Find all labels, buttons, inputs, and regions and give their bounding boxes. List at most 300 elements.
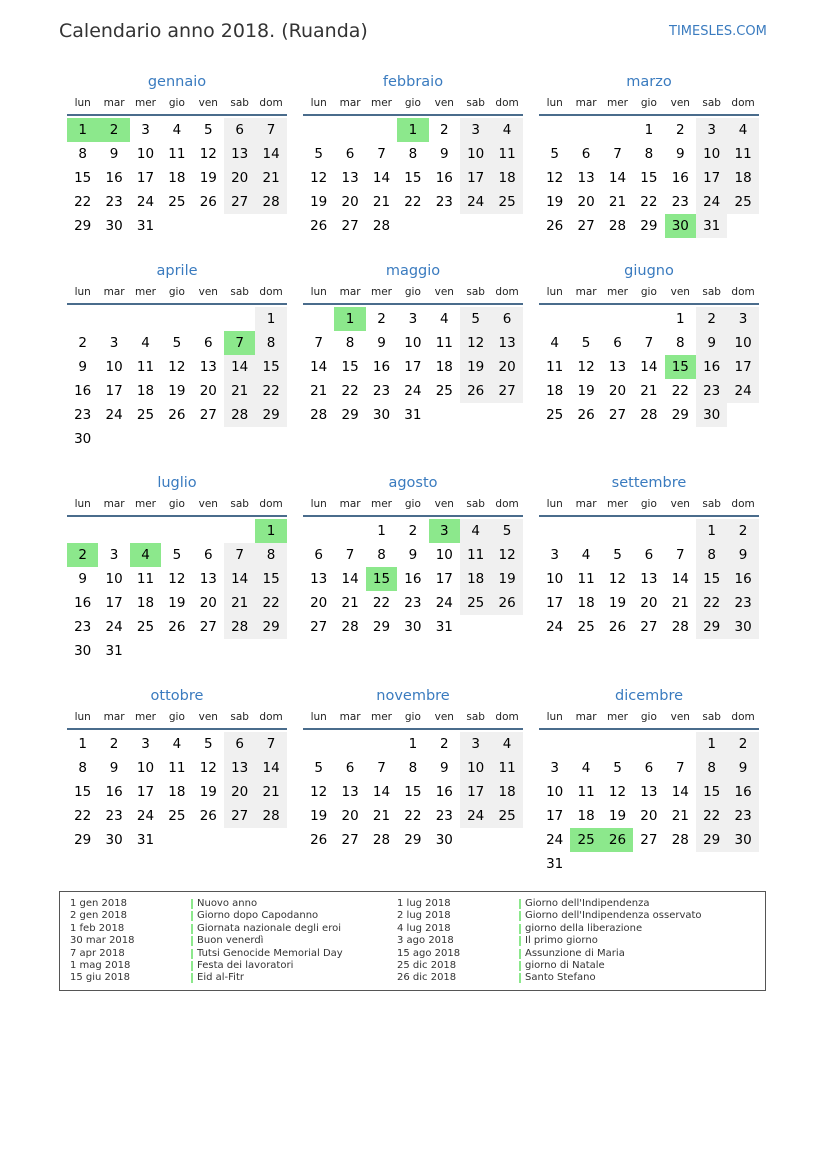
day-cell: 12 <box>199 146 217 162</box>
day-cell: 13 <box>199 359 217 375</box>
day-cell: 21 <box>224 591 255 615</box>
day-cell: 6 <box>644 760 654 776</box>
month-name: gennaio <box>147 74 207 90</box>
weekday-label: ven <box>198 97 218 109</box>
day-cell: 23 <box>696 379 727 403</box>
weekday-label: mer <box>370 498 392 510</box>
day-cell: 26 <box>546 218 564 234</box>
day-cell: 3 <box>109 335 119 351</box>
day-cell: 1 <box>408 736 418 752</box>
day-cell: 13 <box>341 784 359 800</box>
day-cell: 25 <box>435 383 453 399</box>
weekday-label: sab <box>230 498 249 510</box>
weekday-label: dom <box>495 286 519 298</box>
day-cell: 12 <box>460 331 491 355</box>
day-cell: 8 <box>408 146 418 162</box>
day-cell: 28 <box>671 832 689 848</box>
day-cell: 14 <box>640 359 658 375</box>
day-cell: 13 <box>199 571 217 587</box>
legend-holiday-name: Nuovo anno <box>197 898 258 909</box>
weekday-label: gio <box>404 286 421 298</box>
day-cell: 22 <box>372 595 391 611</box>
day-cell: 11 <box>460 543 491 567</box>
holiday-day-cell: 1 <box>397 118 428 142</box>
day-cell: 4 <box>141 335 150 351</box>
day-cell: 10 <box>696 142 727 166</box>
day-cell: 31 <box>136 218 155 234</box>
day-cell: 8 <box>78 146 87 162</box>
day-cell: 5 <box>203 736 213 752</box>
day-cell: 6 <box>613 335 622 351</box>
day-cell: 7 <box>377 146 386 162</box>
day-cell: 2 <box>377 311 386 327</box>
weekday-label: lun <box>546 97 563 109</box>
day-cell: 8 <box>408 760 418 776</box>
month-header-rule <box>539 303 759 305</box>
day-cell: 8 <box>696 543 727 567</box>
month-header-rule <box>539 515 759 517</box>
legend-holiday-name: Buon venerdì <box>197 935 264 947</box>
weekday-label: lun <box>310 286 327 298</box>
day-cell: 24 <box>435 595 453 611</box>
weekday-label: mar <box>339 711 361 723</box>
day-cell: 6 <box>345 760 355 776</box>
day-cell: 22 <box>404 808 422 824</box>
day-cell: 28 <box>255 190 286 214</box>
month-header-rule <box>67 728 287 730</box>
day-cell: 29 <box>255 615 286 639</box>
day-cell: 17 <box>546 808 564 824</box>
day-cell: 25 <box>136 619 155 635</box>
day-cell: 21 <box>372 808 391 824</box>
day-cell: 17 <box>546 595 564 611</box>
day-cell: 11 <box>491 756 522 780</box>
day-cell: 12 <box>310 784 328 800</box>
day-cell: 24 <box>136 194 155 210</box>
day-cell: 21 <box>671 808 689 824</box>
day-cell: 2 <box>675 122 685 138</box>
day-cell: 13 <box>640 784 658 800</box>
day-cell: 19 <box>168 595 186 611</box>
day-cell: 2 <box>439 122 449 138</box>
day-cell: 20 <box>577 194 595 210</box>
day-cell: 17 <box>105 595 123 611</box>
day-cell: 15 <box>74 170 92 186</box>
day-cell: 11 <box>491 142 522 166</box>
day-cell: 20 <box>224 780 255 804</box>
day-cell: 25 <box>577 619 595 635</box>
day-cell: 14 <box>255 756 286 780</box>
day-cell: 30 <box>696 403 727 427</box>
day-cell: 3 <box>460 732 491 756</box>
day-cell: 25 <box>136 407 155 423</box>
day-cell: 27 <box>199 619 217 635</box>
day-cell: 27 <box>341 218 359 234</box>
day-cell: 9 <box>408 547 418 563</box>
day-cell: 7 <box>314 335 323 351</box>
day-cell: 30 <box>74 431 92 447</box>
day-cell: 23 <box>372 383 391 399</box>
day-cell: 14 <box>255 142 286 166</box>
day-cell: 8 <box>377 547 386 563</box>
weekday-label: dom <box>259 498 283 510</box>
day-cell: 3 <box>109 547 119 563</box>
day-cell: 30 <box>727 828 758 852</box>
weekday-label: mer <box>134 97 156 109</box>
legend-date: 30 mar 2018 <box>70 935 135 947</box>
holiday-day-cell: 25 <box>570 828 601 852</box>
holiday-day-cell: 1 <box>255 519 286 543</box>
day-cell: 10 <box>105 359 123 375</box>
day-cell: 18 <box>168 170 186 186</box>
day-cell: 16 <box>105 784 123 800</box>
day-cell: 5 <box>172 547 182 563</box>
day-cell: 29 <box>640 218 658 234</box>
day-cell: 28 <box>372 832 391 848</box>
legend-holiday-name: Santo Stefano <box>525 972 596 984</box>
day-cell: 6 <box>644 547 654 563</box>
month-name: febbraio <box>382 74 444 90</box>
day-cell: 10 <box>460 142 491 166</box>
day-cell: 18 <box>491 166 522 190</box>
day-cell: 23 <box>727 591 758 615</box>
day-cell: 29 <box>696 828 727 852</box>
day-cell: 2 <box>439 736 449 752</box>
day-cell: 9 <box>109 146 119 162</box>
weekday-label: ven <box>670 286 690 298</box>
day-cell: 29 <box>74 832 92 848</box>
day-cell: 12 <box>577 359 595 375</box>
day-cell: 10 <box>460 756 491 780</box>
day-cell: 18 <box>727 166 758 190</box>
day-cell: 5 <box>613 760 622 776</box>
weekday-label: sab <box>230 286 249 298</box>
legend-date: 1 mag 2018 <box>70 960 131 971</box>
day-cell: 26 <box>310 832 328 848</box>
weekday-label: gio <box>404 97 421 109</box>
day-cell: 3 <box>408 311 418 327</box>
day-cell: 31 <box>105 643 123 659</box>
day-cell: 27 <box>577 218 595 234</box>
day-cell: 29 <box>372 619 391 635</box>
day-cell: 28 <box>640 407 658 423</box>
day-cell: 5 <box>581 335 591 351</box>
day-cell: 14 <box>671 571 689 587</box>
day-cell: 17 <box>404 359 422 375</box>
day-cell: 29 <box>671 407 689 423</box>
day-cell: 12 <box>608 784 627 800</box>
weekday-label: gio <box>640 286 657 298</box>
day-cell: 16 <box>74 595 92 611</box>
day-cell: 24 <box>404 383 422 399</box>
day-cell: 8 <box>78 760 87 776</box>
month-header-rule <box>303 114 523 116</box>
day-cell: 11 <box>435 335 453 351</box>
day-cell: 19 <box>310 194 328 210</box>
day-cell: 15 <box>255 355 286 379</box>
day-cell: 8 <box>696 756 727 780</box>
month-header-rule <box>539 728 759 730</box>
month-name: aprile <box>156 263 198 279</box>
day-cell: 9 <box>439 146 449 162</box>
day-cell: 20 <box>310 595 328 611</box>
weekday-label: gio <box>168 286 185 298</box>
weekday-label: mer <box>606 286 628 298</box>
legend-date: 1 gen 2018 <box>70 898 128 909</box>
holiday-day-cell: 7 <box>224 331 255 355</box>
weekday-label: mar <box>339 498 361 510</box>
day-cell: 11 <box>546 359 564 375</box>
day-cell: 9 <box>727 756 758 780</box>
day-cell: 17 <box>136 784 155 800</box>
day-cell: 23 <box>671 194 689 210</box>
day-cell: 29 <box>696 615 727 639</box>
day-cell: 15 <box>696 780 727 804</box>
day-cell: 21 <box>310 383 328 399</box>
day-cell: 14 <box>224 567 255 591</box>
day-cell: 5 <box>314 760 323 776</box>
weekday-label: gio <box>168 498 185 510</box>
weekday-label: mer <box>606 97 628 109</box>
day-cell: 27 <box>224 804 255 828</box>
day-cell: 16 <box>435 170 453 186</box>
day-cell: 12 <box>310 170 328 186</box>
day-cell: 7 <box>613 146 622 162</box>
day-cell: 29 <box>341 407 359 423</box>
day-cell: 5 <box>460 307 491 331</box>
day-cell: 20 <box>341 808 359 824</box>
weekday-label: lun <box>310 711 327 723</box>
day-cell: 28 <box>372 218 391 234</box>
weekday-label: sab <box>702 286 721 298</box>
day-cell: 8 <box>345 335 355 351</box>
holiday-day-cell: 15 <box>665 355 696 379</box>
holiday-day-cell: 4 <box>130 543 161 567</box>
day-cell: 11 <box>168 760 186 776</box>
day-cell: 1 <box>255 307 286 331</box>
day-cell: 14 <box>608 170 627 186</box>
day-cell: 12 <box>608 571 627 587</box>
month-header-rule <box>67 303 287 305</box>
day-cell: 10 <box>546 571 564 587</box>
weekday-label: dom <box>731 286 755 298</box>
day-cell: 22 <box>341 383 359 399</box>
day-cell: 16 <box>435 784 453 800</box>
month-header-rule <box>303 303 523 305</box>
day-cell: 7 <box>644 335 654 351</box>
weekday-label: ven <box>434 97 454 109</box>
weekday-label: lun <box>74 498 91 510</box>
day-cell: 8 <box>675 335 685 351</box>
legend-date: 15 giu 2018 <box>70 972 130 984</box>
day-cell: 19 <box>546 194 564 210</box>
weekday-label: ven <box>670 97 690 109</box>
day-cell: 10 <box>435 547 453 563</box>
day-cell: 2 <box>727 519 758 543</box>
day-cell: 27 <box>341 832 359 848</box>
day-cell: 20 <box>608 383 627 399</box>
day-cell: 23 <box>435 194 453 210</box>
weekday-label: dom <box>495 711 519 723</box>
day-cell: 24 <box>460 190 491 214</box>
day-cell: 14 <box>341 571 359 587</box>
day-cell: 24 <box>727 379 758 403</box>
day-cell: 18 <box>136 383 155 399</box>
day-cell: 15 <box>640 170 658 186</box>
day-cell: 12 <box>168 359 186 375</box>
month-name: novembre <box>376 688 450 704</box>
day-cell: 17 <box>105 383 123 399</box>
day-cell: 20 <box>199 595 217 611</box>
weekday-label: sab <box>466 498 485 510</box>
legend-date: 3 ago 2018 <box>397 935 454 947</box>
weekday-label: dom <box>731 498 755 510</box>
day-cell: 15 <box>696 567 727 591</box>
day-cell: 22 <box>640 194 658 210</box>
weekday-label: mar <box>103 498 125 510</box>
day-cell: 3 <box>550 760 559 776</box>
day-cell: 27 <box>199 407 217 423</box>
day-cell: 12 <box>491 543 522 567</box>
legend-date: 25 dic 2018 <box>397 960 457 971</box>
day-cell: 6 <box>203 547 213 563</box>
day-cell: 5 <box>172 335 182 351</box>
weekday-label: mar <box>339 97 361 109</box>
day-cell: 6 <box>203 335 213 351</box>
day-cell: 12 <box>546 170 564 186</box>
day-cell: 23 <box>74 619 92 635</box>
day-cell: 1 <box>696 732 727 756</box>
day-cell: 15 <box>255 567 286 591</box>
day-cell: 31 <box>546 856 564 872</box>
day-cell: 3 <box>141 736 150 752</box>
day-cell: 11 <box>577 571 595 587</box>
day-cell: 6 <box>314 547 323 563</box>
weekday-label: gio <box>404 711 421 723</box>
day-cell: 17 <box>727 355 758 379</box>
day-cell: 28 <box>671 619 689 635</box>
day-cell: 4 <box>581 760 591 776</box>
day-cell: 30 <box>372 407 391 423</box>
weekday-label: gio <box>640 498 657 510</box>
day-cell: 26 <box>460 379 491 403</box>
legend-holiday-name: Eid al-Fitr <box>197 972 244 984</box>
legend-holiday-name: Il primo giorno <box>525 935 598 947</box>
weekday-label: mar <box>103 711 125 723</box>
weekday-label: ven <box>198 498 218 510</box>
day-cell: 7 <box>255 732 286 756</box>
day-cell: 9 <box>78 359 87 375</box>
day-cell: 11 <box>727 142 758 166</box>
day-cell: 13 <box>491 331 522 355</box>
day-cell: 3 <box>727 307 758 331</box>
month-name: giugno <box>624 263 674 279</box>
day-cell: 19 <box>199 170 217 186</box>
day-cell: 7 <box>345 547 355 563</box>
site-link[interactable]: TIMESLES.COM <box>669 24 767 39</box>
day-cell: 23 <box>435 808 453 824</box>
day-cell: 8 <box>644 146 654 162</box>
day-cell: 15 <box>404 170 422 186</box>
weekday-label: sab <box>702 97 721 109</box>
weekday-label: mer <box>370 286 392 298</box>
day-cell: 21 <box>255 166 286 190</box>
day-cell: 1 <box>696 519 727 543</box>
legend-holiday-name: Festa dei lavoratori <box>197 960 294 971</box>
day-cell: 12 <box>199 760 217 776</box>
weekday-label: ven <box>434 711 454 723</box>
day-cell: 23 <box>404 595 422 611</box>
weekday-label: mer <box>370 711 392 723</box>
day-cell: 1 <box>377 523 386 539</box>
weekday-label: sab <box>466 711 485 723</box>
legend-date: 1 feb 2018 <box>70 922 125 934</box>
day-cell: 18 <box>435 359 453 375</box>
weekday-label: mer <box>606 498 628 510</box>
day-cell: 10 <box>136 146 155 162</box>
day-cell: 26 <box>199 194 217 210</box>
day-cell: 22 <box>74 808 92 824</box>
day-cell: 19 <box>608 808 627 824</box>
day-cell: 28 <box>224 403 255 427</box>
weekday-label: lun <box>74 286 91 298</box>
day-cell: 26 <box>310 218 328 234</box>
day-cell: 4 <box>491 118 522 142</box>
day-cell: 6 <box>491 307 522 331</box>
day-cell: 22 <box>255 379 286 403</box>
day-cell: 5 <box>491 519 522 543</box>
day-cell: 9 <box>377 335 386 351</box>
day-cell: 5 <box>203 122 213 138</box>
day-cell: 16 <box>105 170 123 186</box>
day-cell: 29 <box>74 218 92 234</box>
day-cell: 9 <box>727 543 758 567</box>
day-cell: 14 <box>310 359 328 375</box>
day-cell: 9 <box>439 760 449 776</box>
weekday-label: mar <box>103 97 125 109</box>
day-cell: 20 <box>199 383 217 399</box>
day-cell: 2 <box>696 307 727 331</box>
day-cell: 4 <box>439 311 449 327</box>
day-cell: 9 <box>78 571 87 587</box>
weekday-label: sab <box>230 97 249 109</box>
day-cell: 2 <box>109 736 119 752</box>
month-header-rule <box>67 114 287 116</box>
day-cell: 21 <box>224 379 255 403</box>
day-cell: 9 <box>675 146 685 162</box>
day-cell: 23 <box>105 808 123 824</box>
holiday-day-cell: 1 <box>334 307 365 331</box>
day-cell: 25 <box>491 190 522 214</box>
day-cell: 1 <box>675 311 685 327</box>
day-cell: 15 <box>404 784 422 800</box>
holiday-day-cell: 15 <box>366 567 397 591</box>
day-cell: 5 <box>613 547 622 563</box>
day-cell: 21 <box>372 194 391 210</box>
weekday-label: sab <box>466 286 485 298</box>
day-cell: 14 <box>372 784 391 800</box>
weekday-label: ven <box>198 286 218 298</box>
legend-date: 7 apr 2018 <box>70 947 125 959</box>
weekday-label: gio <box>640 711 657 723</box>
holiday-day-cell: 30 <box>665 214 696 238</box>
day-cell: 25 <box>546 407 564 423</box>
day-cell: 1 <box>644 122 654 138</box>
day-cell: 25 <box>727 190 758 214</box>
holiday-day-cell: 1 <box>67 118 98 142</box>
weekday-label: ven <box>670 498 690 510</box>
day-cell: 10 <box>404 335 422 351</box>
